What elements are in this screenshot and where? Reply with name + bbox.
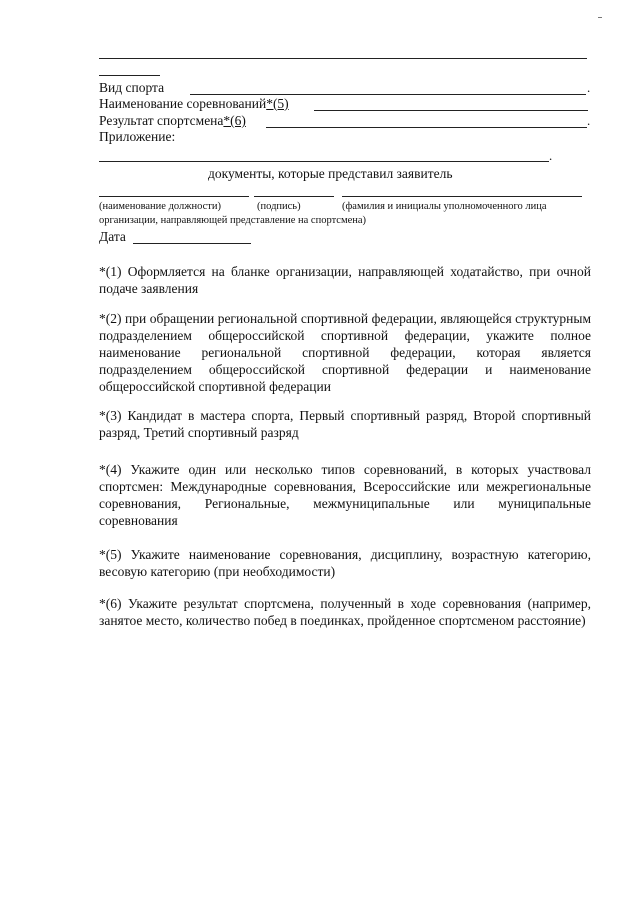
documents-caption: документы, которые представил заявитель — [208, 166, 453, 181]
athlete-result-line[interactable] — [266, 127, 587, 128]
date-row — [99, 229, 126, 245]
athlete-result-footnote-ref: *(6) — [223, 113, 246, 128]
sport-type-row — [99, 80, 164, 96]
short-line — [99, 75, 160, 76]
competition-name-row — [99, 96, 289, 112]
footnote-5: *(5) Укажите наименование соревнования, дисциплину, возрастную категорию, весовую категорию (при необходимости) — [99, 547, 591, 579]
sport-type-line[interactable] — [190, 94, 586, 95]
name-caption-continued: организации, направляющей представление на спортсмена) — [99, 215, 367, 226]
competition-name-label: Наименование соревнований — [99, 96, 267, 111]
signature-line[interactable] — [254, 196, 334, 197]
position-line[interactable] — [99, 196, 249, 197]
attachment-row — [99, 129, 175, 145]
competition-name-line[interactable] — [314, 110, 588, 111]
attachment-period: . — [549, 148, 553, 163]
footnote-2: *(2) при обращении региональной спортивной федерации, являющейся структурным подразделением общероссийской спортивной федерации, укажите полное наименование региональной спортивной федерации, которая является подразделением общероссийской спортивной федерации и наименование общероссийской спортивной федерации — [99, 311, 591, 394]
athlete-result-row — [99, 113, 246, 129]
footnote-1: *(1) Оформляется на бланке организации, направляющей ходатайство, при очной подаче заявления — [99, 264, 591, 296]
name-line[interactable] — [342, 196, 582, 197]
footnote-3: *(3) Кандидат в мастера спорта, Первый спортивный разряд, Второй спортивный разряд, Третий спортивный разряд — [99, 408, 591, 440]
scan-mark — [598, 17, 602, 18]
athlete-result-period: . — [587, 113, 591, 128]
footnote-4: *(4) Укажите один или несколько типов соревнований, в которых участвовал спортсмен: Международные соревнования, Всероссийские или межрегиональные соревнования, Региональные, межмуниципальные или муниципальные соревнования — [99, 462, 591, 528]
sport-type-period: . — [587, 80, 591, 95]
attachment-line[interactable] — [99, 161, 549, 162]
competition-name-footnote-ref: *(5) — [266, 96, 289, 111]
name-caption: (фамилия и инициалы уполномоченного лица — [342, 201, 547, 212]
signature-caption: (подпись) — [257, 201, 301, 212]
sport-type-label: Вид спорта — [99, 80, 165, 95]
date-line[interactable] — [133, 243, 251, 244]
footnote-6: *(6) Укажите результат спортсмена, полученный в ходе соревнования (например, занятое место, количество побед в поединках, пройденное спортсменом расстояние) — [99, 596, 591, 628]
attachment-label: Приложение: — [99, 129, 176, 144]
position-caption: (наименование должности) — [99, 201, 222, 212]
athlete-result-label: Результат спортсмена — [99, 113, 224, 128]
date-label: Дата — [99, 229, 126, 244]
top-line — [99, 58, 587, 59]
